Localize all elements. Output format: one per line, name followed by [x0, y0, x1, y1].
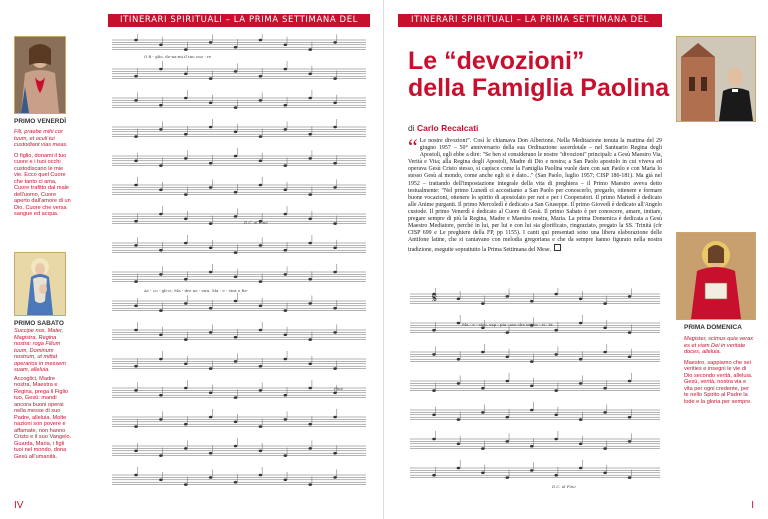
note-head	[159, 213, 163, 216]
note-head	[159, 68, 163, 71]
note-head	[159, 273, 163, 276]
note-head	[284, 454, 288, 457]
note-head	[209, 307, 213, 310]
note-head	[308, 363, 312, 366]
friday-prayer-latin: Fili, praebe mihi cor tuum, et oculi tui custodiant vias meas.	[14, 129, 68, 148]
note-head	[457, 322, 461, 325]
note-head	[432, 474, 436, 477]
music-staff	[112, 148, 366, 167]
note-head	[432, 414, 436, 417]
music-staff	[112, 119, 366, 138]
note-head	[209, 367, 213, 370]
left-running-header: ITINERARI SPIRITUALI – LA PRIMA SETTIMANA DEL MESE	[108, 14, 370, 27]
note-head	[234, 191, 238, 194]
note-head	[209, 331, 213, 334]
note-head	[333, 102, 337, 105]
note-head	[234, 251, 238, 254]
note-head	[184, 483, 188, 486]
note-head	[333, 271, 337, 274]
note-head	[628, 416, 632, 419]
music-staff	[112, 351, 366, 370]
sunday-prayer-italian: Maestro, sappiamo che sei verities e insegni le vie di Dio secondo verità, alleluia. Gesù, verità, nostra via e vita per ogni credente, per te nello Spirito al Padre la lode e la gloria per sempre.	[684, 359, 753, 405]
note-head	[530, 360, 534, 363]
note-head	[308, 193, 312, 196]
note-head	[603, 302, 607, 305]
note-head	[259, 99, 263, 102]
note-head	[308, 387, 312, 390]
note-head	[333, 77, 337, 80]
note-head	[259, 305, 263, 308]
note-head	[259, 244, 263, 247]
music-staff	[410, 460, 660, 479]
madonna-image	[15, 253, 65, 315]
note-head	[134, 280, 138, 283]
note-head	[209, 452, 213, 455]
note-head	[432, 389, 436, 392]
note-head	[209, 392, 213, 395]
note-head	[481, 472, 485, 475]
right-lyric: Ma - e - stro, sap - pia - mo che sei ve - ri - tà	[462, 322, 553, 327]
note-head	[432, 353, 436, 356]
note-head	[234, 336, 238, 339]
note-head	[579, 418, 583, 421]
note-head	[530, 300, 534, 303]
note-head	[234, 155, 238, 158]
left-music-score	[104, 34, 374, 504]
note-head	[284, 418, 288, 421]
note-head	[159, 309, 163, 312]
note-head	[184, 387, 188, 390]
alberione-photo	[676, 36, 756, 122]
note-head	[184, 133, 188, 136]
end-mark-icon	[554, 244, 561, 251]
note-head	[134, 160, 138, 163]
note-head	[234, 106, 238, 109]
note-head	[184, 97, 188, 100]
note-head	[603, 387, 607, 390]
note-head	[259, 450, 263, 453]
note-head	[284, 213, 288, 216]
article-body	[408, 134, 662, 255]
music-staff	[410, 344, 660, 363]
note-head	[159, 44, 163, 47]
note-head	[159, 164, 163, 167]
note-head	[530, 385, 534, 388]
sunday-caption: PRIMA DOMENICA	[684, 324, 742, 331]
note-head	[308, 278, 312, 281]
note-head	[209, 271, 213, 274]
note-head	[333, 247, 337, 250]
note-head	[234, 46, 238, 49]
note-head	[209, 41, 213, 44]
segno-icon: 𝄋	[432, 291, 438, 305]
note-head	[432, 438, 436, 441]
note-head	[308, 338, 312, 341]
music-staff	[112, 264, 366, 283]
note-head	[234, 300, 238, 303]
note-head	[184, 278, 188, 281]
note-head	[159, 454, 163, 457]
note-head	[209, 416, 213, 419]
note-head	[530, 469, 534, 472]
note-head	[628, 380, 632, 383]
music-staff	[410, 288, 660, 305]
left-top-lyric: O fi - glio, do-na-mi il tuo cuo - re	[144, 54, 212, 59]
note-head	[308, 423, 312, 426]
note-head	[333, 416, 337, 419]
note-head	[579, 298, 583, 301]
note-head	[259, 280, 263, 283]
note-head	[234, 421, 238, 424]
byline-prefix: di	[408, 123, 415, 133]
note-head	[184, 218, 188, 221]
saturday-prayer	[14, 328, 72, 460]
note-head	[134, 365, 138, 368]
note-head	[333, 452, 337, 455]
note-head	[308, 242, 312, 245]
note-head	[333, 331, 337, 334]
right-music-score	[402, 288, 666, 508]
note-head	[209, 77, 213, 80]
note-head	[134, 99, 138, 102]
note-head	[134, 75, 138, 78]
note-head	[159, 334, 163, 337]
note-head	[284, 334, 288, 337]
note-head	[259, 474, 263, 477]
note-head	[134, 425, 138, 428]
note-head	[554, 293, 558, 296]
note-head	[457, 358, 461, 361]
music-staff	[410, 431, 660, 450]
music-staff	[112, 61, 366, 80]
right-dc-note: D.C. al Fine	[552, 484, 576, 489]
note-head	[579, 443, 583, 446]
note-head	[259, 135, 263, 138]
note-head	[333, 186, 337, 189]
note-head	[134, 389, 138, 392]
note-head	[159, 358, 163, 361]
note-head	[134, 244, 138, 247]
note-head	[209, 247, 213, 250]
note-head	[481, 387, 485, 390]
sacred-heart-image	[15, 37, 65, 113]
note-head	[603, 351, 607, 354]
note-head	[184, 157, 188, 160]
note-head	[603, 327, 607, 330]
left-page-number: IV	[14, 500, 24, 511]
left-fine-note: Fine	[334, 386, 343, 391]
note-head	[234, 70, 238, 73]
note-head	[628, 440, 632, 443]
note-head	[628, 331, 632, 334]
note-head	[234, 215, 238, 218]
note-head	[284, 68, 288, 71]
note-head	[530, 409, 534, 412]
note-head	[234, 131, 238, 134]
note-head	[333, 162, 337, 165]
note-head	[234, 396, 238, 399]
music-staff	[112, 467, 366, 486]
left-staves	[112, 34, 366, 486]
note-head	[554, 474, 558, 477]
note-head	[457, 382, 461, 385]
note-head	[284, 309, 288, 312]
note-head	[333, 126, 337, 129]
note-head	[184, 48, 188, 51]
music-staff	[112, 293, 366, 312]
note-head	[308, 97, 312, 100]
note-head	[333, 476, 337, 479]
note-head	[308, 447, 312, 450]
friday-caption: PRIMO VENERDÌ	[14, 118, 67, 125]
left-dc-note: D.C. al Fine	[244, 220, 268, 225]
note-head	[506, 440, 510, 443]
note-head	[284, 394, 288, 397]
note-head	[184, 193, 188, 196]
note-head	[184, 73, 188, 76]
note-head	[234, 445, 238, 448]
note-head	[134, 135, 138, 138]
note-head	[457, 443, 461, 446]
note-head	[628, 356, 632, 359]
note-head	[308, 73, 312, 76]
music-staff	[410, 402, 660, 421]
note-head	[259, 160, 263, 163]
note-head	[209, 102, 213, 105]
note-head	[333, 392, 337, 395]
note-head	[184, 302, 188, 305]
note-head	[284, 128, 288, 131]
note-head	[209, 126, 213, 129]
note-head	[159, 418, 163, 421]
note-head	[184, 363, 188, 366]
note-head	[579, 467, 583, 470]
note-head	[579, 358, 583, 361]
christ-master-image	[677, 233, 755, 319]
music-staff	[112, 322, 366, 341]
note-head	[284, 273, 288, 276]
note-head	[554, 389, 558, 392]
note-head	[134, 474, 138, 477]
note-head	[603, 447, 607, 450]
note-head	[554, 414, 558, 417]
sunday-prayer-latin: Magister, scimus quia verax es et viam Dei in veritate doces, alleluia.	[684, 336, 754, 355]
note-head	[184, 423, 188, 426]
note-head	[333, 222, 337, 225]
note-head	[308, 483, 312, 486]
note-head	[234, 481, 238, 484]
note-head	[579, 382, 583, 385]
music-staff	[112, 177, 366, 196]
note-head	[530, 445, 534, 448]
music-staff	[112, 409, 366, 428]
note-head	[209, 186, 213, 189]
drop-quote: “	[408, 134, 418, 159]
note-head	[554, 353, 558, 356]
note-head	[506, 476, 510, 479]
note-head	[603, 411, 607, 414]
note-head	[234, 360, 238, 363]
music-staff	[112, 90, 366, 109]
note-head	[554, 438, 558, 441]
note-head	[259, 365, 263, 368]
note-head	[333, 41, 337, 44]
note-head	[554, 329, 558, 332]
note-head	[159, 189, 163, 192]
note-head	[284, 479, 288, 482]
note-head	[506, 380, 510, 383]
note-head	[481, 351, 485, 354]
saturday-prayer-latin: Succipe nos, Mater, Magistra, Regina nostra: roga Filium tuum, Dominum nostrum, ut mittat operarios in messem suam, alleluia.	[14, 328, 66, 373]
church-priest-image	[677, 37, 755, 121]
note-head	[284, 104, 288, 107]
madonna-portrait	[14, 252, 66, 316]
note-head	[308, 157, 312, 160]
music-staff	[112, 206, 366, 225]
note-head	[159, 479, 163, 482]
note-head	[506, 331, 510, 334]
note-head	[259, 75, 263, 78]
saturday-prayer-italian: Accoglici, Madre nostra, Maestra e Regina, prega il Figlio tuo, Gesù: mandi ancora buoni operai nella messe di suo Padre, alleluia. Molte nazioni son povere e affamate, non hanno Cristo e il suo Vangelo. Guarda, Maria, i figli tuoi nel mondo, dona Gesù all'umanità.	[14, 375, 72, 460]
note-head	[457, 418, 461, 421]
note-head	[506, 295, 510, 298]
note-head	[259, 389, 263, 392]
note-head	[159, 128, 163, 131]
note-head	[159, 394, 163, 397]
note-head	[481, 411, 485, 414]
note-head	[284, 358, 288, 361]
friday-prayer-italian: O figlio, donami il tuo cuore e i tuoi occhi custodiscano le mie vie. Ecco quel Cuore che tanto ci ama, Cuore trafitto dal male dell'uomo, Cuore aperto dall'amore di un Dio, Cuore che versa sangue ed acqua.	[14, 152, 71, 217]
title-line-2: della Famiglia Paolina	[408, 74, 670, 102]
note-head	[284, 189, 288, 192]
note-head	[134, 39, 138, 42]
author-name: Carlo Recalcati	[417, 123, 479, 133]
note-head	[308, 302, 312, 305]
note-head	[481, 302, 485, 305]
note-head	[259, 425, 263, 428]
music-staff	[112, 34, 366, 51]
note-head	[457, 467, 461, 470]
note-head	[308, 48, 312, 51]
friday-prayer	[14, 129, 72, 218]
note-head	[209, 162, 213, 165]
note-head	[209, 476, 213, 479]
note-head	[308, 133, 312, 136]
music-staff	[112, 380, 366, 399]
music-staff	[112, 438, 366, 457]
note-head	[209, 222, 213, 225]
note-head	[308, 218, 312, 221]
note-head	[333, 367, 337, 370]
note-head	[159, 249, 163, 252]
music-staff	[410, 373, 660, 392]
note-head	[234, 276, 238, 279]
note-head	[259, 39, 263, 42]
left-mid-lyric: Ac - co - gli-ci, Ma - dre no - stra, Ma - e - stra e Re-	[144, 288, 249, 293]
article-title	[408, 48, 669, 102]
note-head	[134, 220, 138, 223]
saturday-caption: PRIMO SABATO	[14, 320, 64, 327]
note-head	[284, 249, 288, 252]
christ-master-portrait	[676, 232, 756, 320]
note-head	[259, 329, 263, 332]
note-head	[284, 164, 288, 167]
note-head	[134, 305, 138, 308]
note-head	[184, 242, 188, 245]
note-head	[284, 44, 288, 47]
note-head	[457, 298, 461, 301]
byline	[408, 123, 478, 133]
note-head	[134, 450, 138, 453]
sacred-heart-portrait	[14, 36, 66, 114]
note-head	[184, 447, 188, 450]
note-head	[481, 447, 485, 450]
note-head	[628, 476, 632, 479]
note-head	[333, 307, 337, 310]
right-page	[384, 0, 768, 519]
music-staff	[112, 235, 366, 254]
right-page-number: I	[751, 500, 754, 511]
note-head	[603, 472, 607, 475]
note-head	[579, 322, 583, 325]
article-text: Le nostre divozioni”. Così le chiamava Don Alberione. Nella Meditazione tenuta la mattina del 29 giugno 1957 – 50° anniversario della sua Ordinazione sacerdotale – nel Santuario Regina degli Apostoli, egli ebbe a dire: "Se ben si considerano le nostre "divozioni" principali: a Gesù Maestro Via, Verità e Vita; alla Regina degli Apostoli, Madre di Dio e nostra; a San Paolo apostolo in cui viveva ed operava Gesù Cristo stesso, si capisce come la Famiglia Paolina vuole dare con san Paolo e con Maria lo stesso Gesù al mondo, come anche egli si è dato..." (San Paolo, luglio 1957; CISP 180-181). Ma già nel 1952 – trattando dell'impostazione integrale della vita di preghiera – il Primo Maestro aveva detto testualmente: "Nel primo Lunedì ci accostiamo a San Paolo per conoscerlo, pregarlo, ottenere e formare buone vocazioni, ottenere lo spirito di apostolato per noi e per i Cooperatori. Il primo Martedì è dedicato alle Anime purganti. Il primo Mercoledì è dedicato a San Giuseppe. Il primo Giovedì è dedicato all'Angelo custode. Il primo Venerdì è dedicato al Cuore di Gesù. Il primo Sabato è per conoscere, amare, imitare, pregare sempre di più la Regina, Madre e Maestra nostra, Maria. La prima Domenica è dedicata a Gesù Maestro Mediatore, perché in lui, per lui e con lui sia glorificato, ringraziato, pregato la SS. Trinità (cfr CISP 699 e Le preghiere della FP, pp 1155). I canti qui presentati sono una libera elaborazione delle Antifone latine, che si cantavano con melodia gregoriana e che da sempre hanno figurato nella nostra tradizione, eseguite soprattutto la Prima Settimana del Mese.	[408, 138, 662, 254]
right-running-header: ITINERARI SPIRITUALI – LA PRIMA SETTIMANA DEL MESE	[398, 14, 662, 27]
note-head	[259, 184, 263, 187]
note-head	[184, 338, 188, 341]
note-head	[506, 416, 510, 419]
note-head	[506, 356, 510, 359]
title-line-1: Le “devozioni”	[408, 47, 585, 75]
sunday-prayer	[684, 336, 754, 405]
note-head	[159, 104, 163, 107]
note-head	[628, 295, 632, 298]
note-head	[134, 184, 138, 187]
note-head	[134, 329, 138, 332]
right-staves	[410, 288, 660, 479]
note-head	[432, 329, 436, 332]
